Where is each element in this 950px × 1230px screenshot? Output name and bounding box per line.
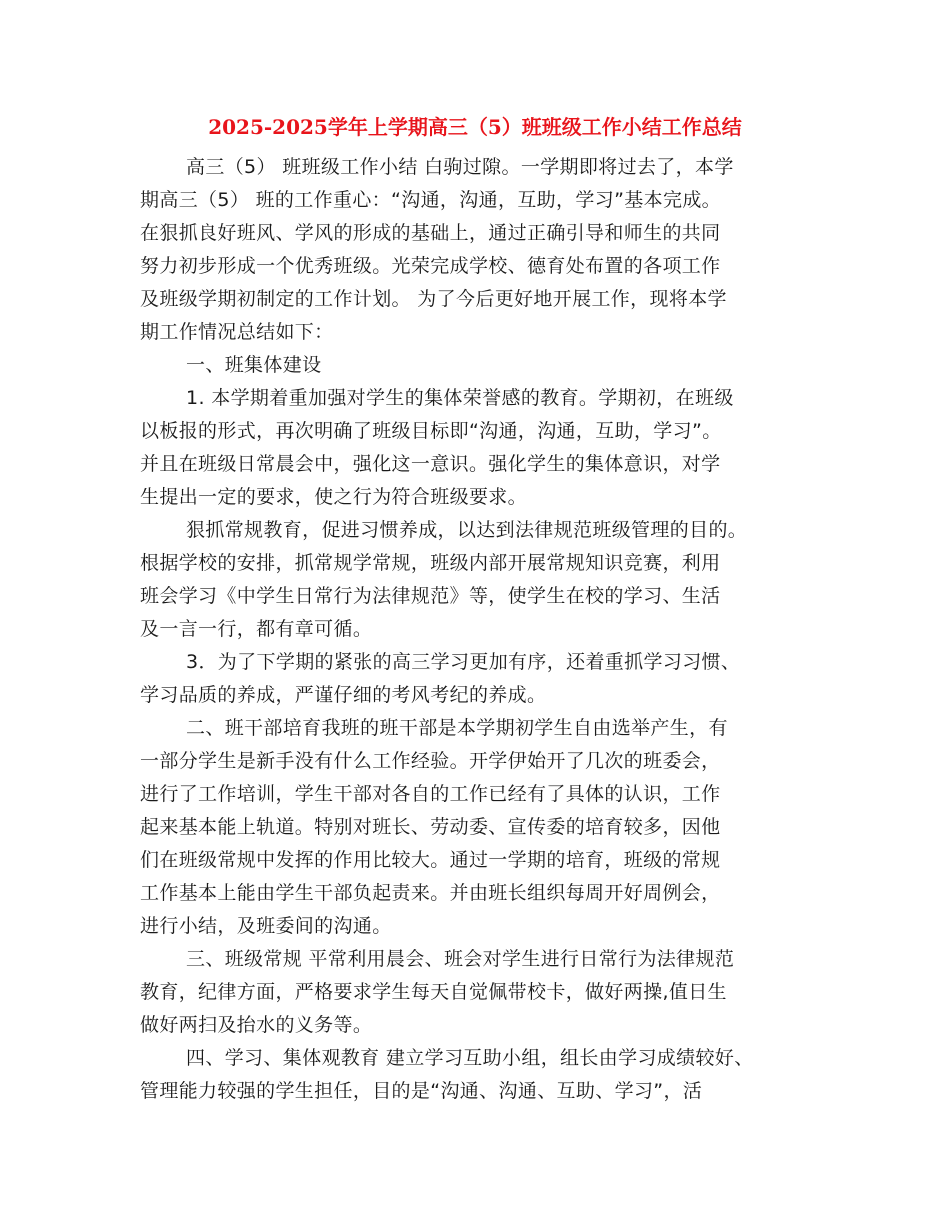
body-line: 期工作情况总结如下： — [140, 321, 334, 343]
section-heading: 二、班干部培育我班的班干部是本学期初学生自由选举产生，有 — [186, 717, 728, 739]
body-line: 起来基本能上轨道。特别对班长、劳动委、宣传委的培育较多，因他 — [140, 816, 721, 838]
body-line: 生提出一定的要求，使之行为符合班级要求。 — [140, 486, 528, 508]
body-line: 班会学习《中学生日常行为法律规范》等，使学生在校的学习、生活 — [140, 585, 721, 607]
body-line: 狠抓常规教育，促进习惯养成，以达到法律规范班级管理的目的。 — [186, 519, 748, 541]
body-line: 在狠抓良好班风、学风的形成的基础上，通过正确引导和师生的共同 — [140, 222, 721, 244]
section-heading: 三、班级常规 平常利用晨会、班会对学生进行日常行为法律规范 — [186, 948, 735, 970]
body-line: 根据学校的安排，抓常规学常规，班级内部开展常规知识竞赛，利用 — [140, 552, 721, 574]
body-line: 并且在班级日常晨会中，强化这一意识。强化学生的集体意识，对学 — [140, 453, 721, 475]
body-line: 做好两扫及抬水的义务等。 — [140, 1014, 373, 1036]
body-line: 一部分学生是新手没有什么工作经验。开学伊始开了几次的班委会， — [140, 750, 721, 772]
body-line: 3．为了下学期的紧张的高三学习更加有序，还着重抓学习习惯、 — [186, 651, 741, 673]
document-title: 2025-2025学年上学期高三（5）班班级工作小结工作总结 — [208, 115, 742, 139]
body-line: 努力初步形成一个优秀班级。光荣完成学校、德育处布置的各项工作 — [140, 255, 721, 277]
body-line: 学习品质的养成，严谨仔细的考风考纪的养成。 — [140, 684, 547, 706]
body-line: 高三（5） 班班级工作小结 白驹过隙。一学期即将过去了，本学 — [186, 156, 734, 178]
body-line: 进行小结，及班委间的沟通。 — [140, 915, 392, 937]
body-line: 1. 本学期着重加强对学生的集体荣誉感的教育。学期初，在班级 — [186, 387, 734, 409]
document-body — [140, 151, 830, 1108]
body-line: 教育，纪律方面，严格要求学生每天自觉佩带校卡，做好两操,值日生 — [140, 981, 727, 1003]
body-line: 工作基本上能由学生干部负起责来。并由班长组织每周开好周例会， — [140, 882, 721, 904]
section-heading: 一、班集体建设 — [186, 354, 322, 376]
body-line: 期高三（5） 班的工作重心：“沟通，沟通，互助，学习”基本完成。 — [140, 189, 722, 211]
body-line: 以板报的形式，再次明确了班级目标即“沟通，沟通，互助，学习”。 — [140, 420, 722, 442]
body-line: 及班级学期初制定的工作计划。 为了今后更好地开展工作，现将本学 — [140, 288, 727, 310]
body-line: 们在班级常规中发挥的作用比较大。通过一学期的培育，班级的常规 — [140, 849, 721, 871]
body-line: 进行了工作培训，学生干部对各自的工作已经有了具体的认识，工作 — [140, 783, 721, 805]
body-line: 管理能力较强的学生担任，目的是“沟通、沟通、互助、学习”，活 — [140, 1080, 703, 1102]
section-heading: 四、学习、集体观教育 建立学习互助小组，组长由学习成绩较好、 — [186, 1047, 754, 1069]
body-line: 及一言一行，都有章可循。 — [140, 618, 373, 640]
